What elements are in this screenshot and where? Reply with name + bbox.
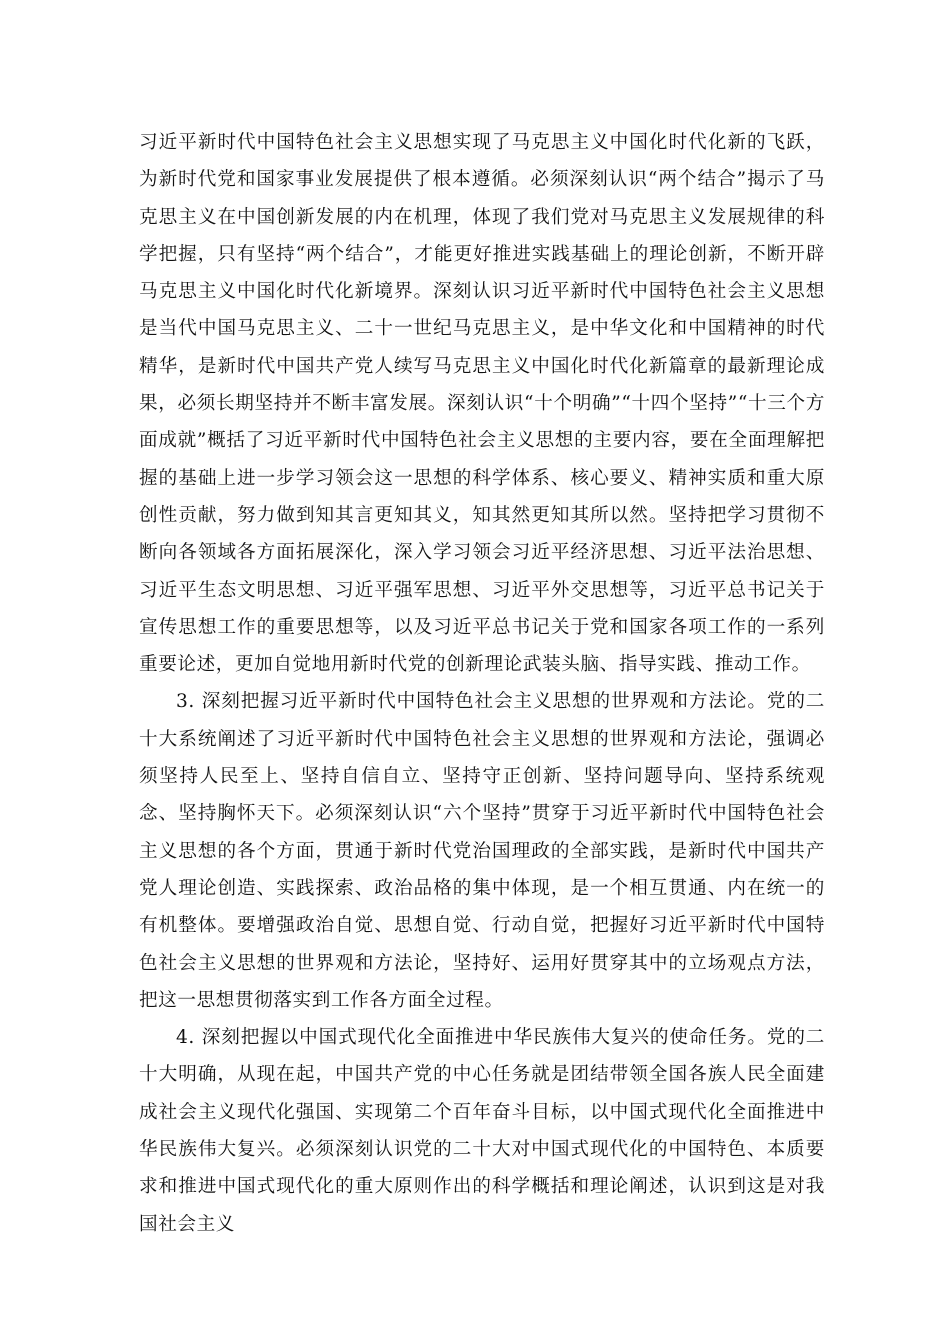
paragraph-3: 4. 深刻把握以中国式现代化全面推进中华民族伟大复兴的使命任务。党的二十大明确，从现在起，中国共产党的中心任务就是团结带领全国各族人民全面建成社会主义现代化强国、实现第二个百年奋斗目标，以中国式现代化全面推进中华民族伟大复兴。必须深刻认识党的二十大对中国式现代化的中国特色、本质要求和推进中国式现代化的重大原则作出的科学概括和理论阐述，认识到这是对我国社会主义	[139, 1027, 825, 1235]
paragraph-1: 习近平新时代中国特色社会主义思想实现了马克思主义中国化时代化新的飞跃，为新时代党和国家事业发展提供了根本遵循。必须深刻认识“两个结合”揭示了马克思主义在中国创新发展的内在机理，体现了我们党对马克思主义发展规律的科学把握，只有坚持“两个结合”，才能更好推进实践基础上的理论创新，不断开辟马克思主义中国化时代化新境界。深刻认识习近平新时代中国特色社会主义思想是当代中国马克思主义、二十一世纪马克思主义，是中华文化和中国精神的时代精华，是新时代中国共产党人续写马克思主义中国化时代化新篇章的最新理论成果，必须长期坚持并不断丰富发展。深刻认识“十个明确”“十四个坚持”“十三个方面成就”概括了习近平新时代中国特色社会主义思想的主要内容，要在全面理解把握的基础上进一步学习领会这一思想的科学体系、核心要义、精神实质和重大原创性贡献，努力做到知其言更知其义，知其然更知其所以然。坚持把学习贯彻不断向各领域各方面拓展深化，深入学习领会习近平经济思想、习近平法治思想、习近平生态文明思想、习近平强军思想、习近平外交思想等，习近平总书记关于宣传思想工作的重要思想等，以及习近平总书记关于党和国家各项工作的一系列重要论述，更加自觉地用新时代党的创新理论武装头脑、指导实践、推动工作。	[139, 132, 825, 676]
document-page	[139, 124, 825, 1243]
paragraph-2: 3. 深刻把握习近平新时代中国特色社会主义思想的世界观和方法论。党的二十大系统阐述了习近平新时代中国特色社会主义思想的世界观和方法论，强调必须坚持人民至上、坚持自信自立、坚持守正创新、坚持问题导向、坚持系统观念、坚持胸怀天下。必须深刻认识“六个坚持”贯穿于习近平新时代中国特色社会主义思想的各个方面，贯通于新时代党治国理政的全部实践，是新时代中国共产党人理论创造、实践探索、政治品格的集中体现，是一个相互贯通、内在统一的有机整体。要增强政治自觉、思想自觉、行动自觉，把握好习近平新时代中国特色社会主义思想的世界观和方法论，坚持好、运用好贯穿其中的立场观点方法，把这一思想贯彻落实到工作各方面全过程。	[139, 691, 825, 1011]
